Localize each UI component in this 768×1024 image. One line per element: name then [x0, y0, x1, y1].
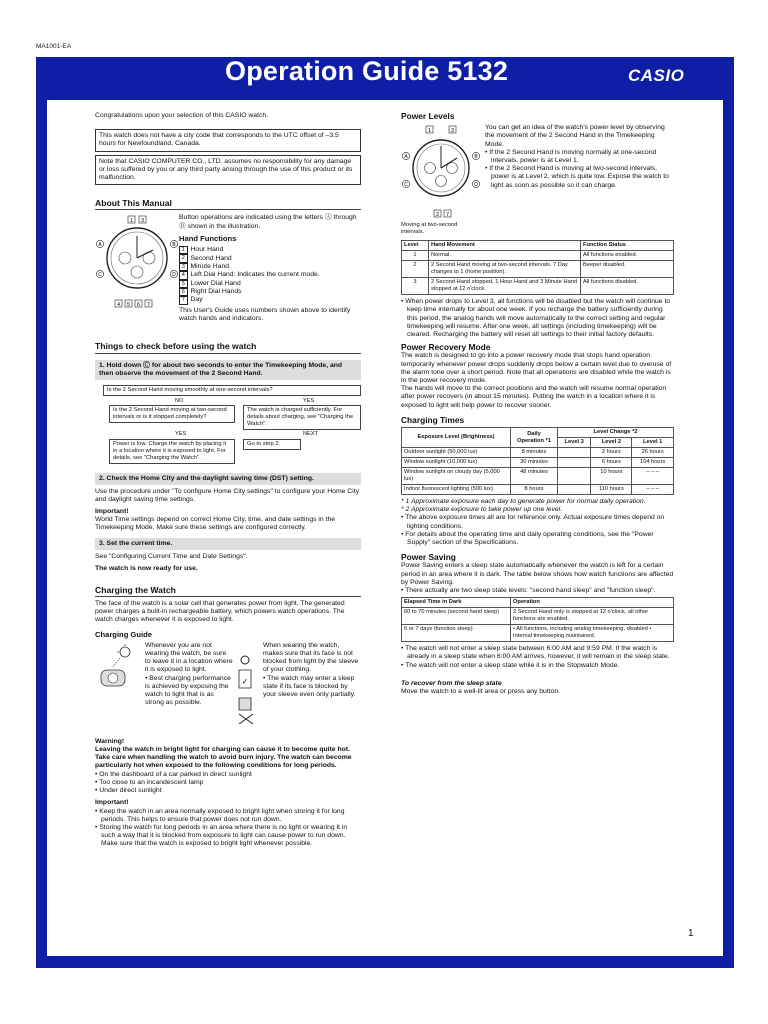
important-list — [95, 808, 361, 849]
movement-cell: 2 Second Hand stopped. 1 Hour Hand and 3 Minute Hand stopped at 12 o'clock. — [429, 278, 581, 295]
guide-text-1: Whenever you are not wearing the watch, be sure to leave it in a location where it is exposed to light. — [145, 641, 233, 674]
level3-cell — [558, 448, 591, 458]
left-column — [95, 112, 361, 849]
flow-question-2: Is the 2 Second Hand moving at two-second intervals or is it stopped completely? — [109, 405, 235, 423]
ready-text: The watch is now ready for use. — [95, 564, 198, 572]
brand-logo: CASIO — [628, 66, 685, 85]
flow-yes-label: YES — [303, 398, 315, 405]
hand-number-box: 5 — [179, 280, 188, 289]
svg-text:7: 7 — [146, 302, 151, 309]
flow-charged: The watch is charged sufficiently. For details about charging, see "Charging the Watch". — [243, 405, 361, 430]
power-levels-bullet-1: • If the 2 Second Hand is moving normally at one-second intervals, power is at Level 1. — [485, 148, 657, 165]
hand-function-item — [179, 254, 361, 262]
power-level-table — [401, 240, 674, 295]
hand-function-label: Minute Hand — [190, 262, 230, 270]
important-item: • Storing the watch for long periods in an area where there is no light or wearing it in such a way that it is blocked from exposure to light can cause power to run down. Make sure that the watch is exposed to bright light whenever possible. — [95, 823, 348, 848]
charging-text: The face of the watch is a solar cell that generates power from light. The generated power charges a built-in rechargeable battery, which powers watch operations. The watch charges whenever it is exposed to light. — [95, 600, 345, 624]
col-level1: Level 1 — [632, 438, 674, 448]
status-cell: All functions enabled. — [581, 251, 674, 261]
svg-text:A: A — [98, 242, 102, 249]
power-levels-section — [401, 124, 674, 238]
warning-list — [95, 771, 361, 796]
flow-question-1: Is the 2 Second Hand moving smoothly at one-second intervals? — [103, 385, 361, 396]
exposure-cell: Window sunlight (10,000 lux) — [402, 458, 511, 468]
level1-cell: – – – — [632, 485, 674, 495]
hand-function-label: Lower Dial Hand — [190, 279, 241, 287]
document-id: MA1001-EA — [36, 43, 72, 50]
svg-text:C: C — [98, 272, 102, 279]
exposure-cell: Indoor fluorescent lighting (500 lux) — [402, 485, 511, 495]
col-level2: Level 2 — [591, 438, 632, 448]
svg-text:D: D — [172, 272, 176, 279]
flow-goto-step2: Go to step 2. — [243, 439, 301, 450]
power-saving-text: Power Saving enters a sleep state automatically whenever the watch is left for a certain period in an area where it is dark. The table below shows how watch functions are affected by Power Saving. — [401, 562, 674, 586]
col-exposure: Exposure Level (Brightness) — [402, 428, 511, 448]
level1-cell: 104 hours — [632, 458, 674, 468]
power-saving-row — [402, 625, 674, 642]
hand-function-label: Right Dial Hands — [190, 288, 242, 296]
hand-number-box: 4 — [179, 271, 188, 280]
svg-text:6: 6 — [136, 302, 141, 309]
operation-cell: • All functions, including analog timekeeping, disabled • Internal timekeeping maintained. — [511, 625, 674, 642]
exposure-cell: Window sunlight on cloudy day (5,000 lux) — [402, 468, 511, 485]
col-function-status: Function Status — [581, 241, 674, 251]
movement-cell: 2 Second Hand moving at two-second intervals. 7 Day changes to 1 (home position). — [429, 261, 581, 278]
svg-text:2: 2 — [435, 212, 440, 219]
hand-function-label: Second Hand — [190, 254, 232, 262]
charging-times-bullet-2: • For details about the operating time and daily operating conditions, see the "Power Supply" section of the Specifications. — [401, 530, 654, 547]
level1-cell: 26 hours — [632, 448, 674, 458]
charging-times-bullet-1: • The above exposure times all are for reference only. Actual exposure times depend on lighting conditions. — [401, 514, 665, 530]
newfoundland-notice: This watch does not have a city code that corresponds to the UTC offset of –3.5 hours for Newfoundland, Canada. — [95, 129, 361, 151]
level3-cell — [558, 458, 591, 468]
elapsed-cell: 60 to 70 minutes (second hand sleep) — [402, 608, 511, 625]
warning-item: • On the dashboard of a car parked in direct sunlight — [95, 770, 252, 778]
level-cell: 2 — [402, 261, 429, 278]
svg-text:B: B — [172, 242, 176, 249]
level-cell: 3 — [402, 278, 429, 295]
hand-function-label: Hour Hand — [190, 246, 224, 254]
hand-functions-list — [179, 246, 361, 305]
daily-cell: 8 minutes — [511, 448, 558, 458]
things-heading: Things to check before using the watch — [95, 342, 361, 353]
step3-text: See "Configuring Current Time and Date Settings". — [95, 553, 248, 561]
col-level3: Level 3 — [558, 438, 591, 448]
recovery-heading: Power Recovery Mode — [401, 342, 491, 353]
svg-text:1: 1 — [129, 218, 134, 225]
power-levels-caption: Moving at two-second intervals. — [401, 222, 458, 235]
sun-watch-illustration — [95, 644, 135, 694]
hand-function-label: Day — [190, 296, 203, 304]
power-level-row — [402, 261, 674, 278]
guide-text-2: When wearing the watch, makes sure that its face is not blocked from light by the sleeve of your clothing. — [263, 641, 359, 674]
charging-time-row — [402, 458, 674, 468]
important-label: Important! — [95, 799, 129, 807]
charging-times-table — [401, 427, 674, 495]
status-cell: Beeper disabled. — [581, 261, 674, 278]
col-elapsed: Elapsed Time in Dark — [402, 598, 511, 608]
svg-text:3: 3 — [140, 218, 145, 225]
col-daily: Daily Operation *1 — [511, 428, 558, 448]
warning-text: Leaving the watch in bright light for charging can cause it to become quite hot. Take care when handling the watch to avoid burn injury. The watch can become particularly hot when exposed to the following conditions for long periods. — [95, 746, 352, 770]
recover-text: Move the watch to a well-lit area or press any button. — [401, 688, 561, 696]
power-level-row — [402, 251, 674, 261]
power-level-row — [402, 278, 674, 295]
step2-text: Use the procedure under "To configure Home City settings" to configure your Home City and daylight saving time settings. — [95, 488, 359, 504]
svg-text:5: 5 — [126, 302, 131, 309]
level3-cell — [558, 485, 591, 495]
footnote-2: * 2 Approximate exposure to take power up one level. — [401, 506, 563, 514]
charging-guide-heading: Charging Guide — [95, 629, 152, 639]
power-saving-heading: Power Saving — [401, 552, 456, 563]
hand-number-box: 2 — [179, 254, 188, 263]
col-hand-movement: Hand Movement — [429, 241, 581, 251]
exposure-cell: Outdoor sunlight (50,000 lux) — [402, 448, 511, 458]
hand-function-item — [179, 296, 361, 304]
sleeve-watch-illustration — [235, 648, 257, 724]
important-item: • Keep the watch in an area normally exposed to bright light when storing it for long periods. This helps to ensure that power does not run down. — [95, 807, 345, 823]
charging-time-row — [402, 448, 674, 458]
col-operation: Operation — [511, 598, 674, 608]
hand-function-item — [179, 280, 361, 288]
power-level-watch-diagram — [401, 124, 481, 220]
svg-text:4: 4 — [116, 302, 121, 309]
level3-cell — [558, 468, 591, 485]
hand-number-box: 1 — [179, 246, 188, 255]
power-saving-row — [402, 608, 674, 625]
level2-cell: 2 hours — [591, 448, 632, 458]
daily-cell: 30 minutes — [511, 458, 558, 468]
liability-notice: Note that CASIO COMPUTER CO., LTD. assumes no responsibility for any damage or loss suffered by you or any third party arising through the use of this product or its malfunction. — [95, 155, 361, 186]
about-text: Button operations are indicated using the letters Ⓐ through Ⓓ shown in the illustration. — [179, 214, 357, 230]
hand-function-item — [179, 246, 361, 254]
svg-text:A: A — [404, 154, 408, 161]
power-levels-bullet-2: • If the 2 Second Hand is moving at two-second intervals, power is at Level 2, which is quite low. Expose the watch to light as soon as possible so it can charge. — [485, 165, 669, 189]
recovery-text: The watch is designed to go into a power recovery mode that stops hand operation temporarily whenever power drops suddenly drops below a certain level due to overuse of the alarm tone over a short period. Note that all operations are disabled while the watch is in the power recovery mode. — [401, 352, 672, 385]
flow-yes-label-2: YES — [175, 431, 187, 438]
hand-number-box: 7 — [179, 296, 188, 305]
hand-number-box: 3 — [179, 263, 188, 272]
power-saving-bullet-2: • The watch will not enter a sleep state while it is in the Stopwatch Mode. — [401, 661, 620, 669]
step2-bar: 2. Check the Home City and the daylight saving time (DST) setting. — [95, 473, 361, 485]
svg-text:7: 7 — [445, 212, 450, 219]
status-cell: All functions disabled. — [581, 278, 674, 295]
flow-power-low: Power is low. Charge the watch by placing it in a location where it is exposed to light. For details, see "Charging the Watch". — [109, 439, 235, 464]
level2-cell: 10 hours — [591, 468, 632, 485]
hand-function-item — [179, 288, 361, 296]
power-level-after: • When power drops to Level 3, all functions will be disabled but the watch will continue to keep time internally for about one week. If you recharge the battery sufficiently during this period, the analog hands will move automatically to the correct setting and regular timekeeping will resume. After one week, all settings (including timekeeping) will be cleared. Recharging the battery will reset all settings to their initial factory defaults. — [401, 298, 671, 339]
charging-time-row — [402, 485, 674, 495]
guide-text-1b: • Best charging performance is achieved by exposing the watch to light that is as strong as possible. — [145, 674, 231, 707]
daily-cell: 8 hours — [511, 485, 558, 495]
power-saving-table — [401, 597, 674, 642]
power-saving-bullet-0: • There actually are two sleep state levels: "second hand sleep" and "function sleep". — [401, 587, 656, 595]
intro-text: Congratulations upon your selection of this CASIO watch. — [95, 112, 269, 119]
svg-text:B: B — [474, 154, 478, 161]
level2-cell: 110 hours — [591, 485, 632, 495]
footnote-1: * 1 Approximate exposure each day to generate power for normal daily operation. — [401, 498, 646, 506]
power-levels-text: You can get an idea of the watch's power level by observing the movement of the 2 Second Hand in the Timekeeping Mode. — [485, 124, 665, 148]
flow-next-label: NEXT — [303, 431, 318, 438]
power-saving-bullet-1: • The watch will not enter a sleep state between 6:00 AM and 9:59 PM. If the watch is already in a sleep state when 6:00 AM arrives, however, it will remain in the sleep state. — [401, 645, 670, 661]
flow-no-label: NO — [175, 398, 184, 405]
charging-time-row — [402, 468, 674, 485]
daily-cell: 48 minutes — [511, 468, 558, 485]
step1-bar: 1. Hold down Ⓒ for about two seconds to enter the Timekeeping Mode, and then observe the movement of the 2 Second Hand. — [95, 360, 361, 380]
page-title: Operation Guide 5132 — [225, 56, 509, 86]
step3-bar: 3. Set the current time. — [95, 538, 361, 550]
watch-diagram — [95, 214, 179, 310]
page-number: 1 — [688, 928, 694, 939]
about-section — [95, 214, 361, 330]
warning-item: • Too close to an incandescent lamp — [95, 778, 204, 786]
hand-function-label: Left Dial Hand: Indicates the current mode. — [190, 271, 320, 279]
svg-text:C: C — [404, 182, 408, 189]
svg-text:✓: ✓ — [241, 676, 249, 686]
elapsed-cell: 6 or 7 days (function sleep) — [402, 625, 511, 642]
right-column — [401, 112, 674, 702]
charging-guide — [95, 642, 361, 738]
warning-label: Warning! — [95, 737, 125, 745]
recovery-text-2: The hands will move to the correct positions and the watch will resume normal operation after power recovers (in about 15 minutes). Putting the watch in a location where it is exposed to light will help power to recover sooner. — [401, 385, 667, 409]
recover-heading: To recover from the sleep state — [401, 679, 502, 687]
hand-function-item — [179, 263, 361, 271]
check-flowchart — [95, 383, 361, 469]
step2-important-text: World Time settings depend on correct Home City, time, and date settings in the Timekeeping Mode. Make sure these settings are configured correctly. — [95, 515, 336, 532]
charging-times-heading: Charging Times — [401, 414, 465, 425]
hand-functions-heading: Hand Functions — [179, 233, 237, 243]
step2-important-label: Important! — [95, 507, 129, 515]
col-level-change: Level Change *2 — [558, 428, 674, 438]
col-level: Level — [402, 241, 429, 251]
warning-item: • Under direct sunlight — [95, 787, 162, 795]
svg-text:1: 1 — [427, 128, 432, 135]
about-heading: About This Manual — [95, 199, 361, 210]
level2-cell: 6 hours — [591, 458, 632, 468]
hand-function-item — [179, 271, 361, 279]
about-note: This User's Guide uses numbers shown above to identify watch hands and indicators. — [179, 306, 351, 322]
svg-text:3: 3 — [450, 128, 455, 135]
operation-cell: 2 Second Hand only is stopped at 12 o'clock, all other functions are enabled. — [511, 608, 674, 625]
level1-cell: – – – — [632, 468, 674, 485]
charging-heading: Charging the Watch — [95, 586, 361, 597]
guide-text-2b: • The watch may enter a sleep state if its face is blocked by your sleeve even only partially. — [263, 674, 356, 699]
movement-cell: Normal. — [429, 251, 581, 261]
svg-text:D: D — [474, 182, 478, 189]
power-levels-heading: Power Levels — [401, 111, 455, 121]
hand-number-box: 6 — [179, 288, 188, 297]
level-cell: 1 — [402, 251, 429, 261]
